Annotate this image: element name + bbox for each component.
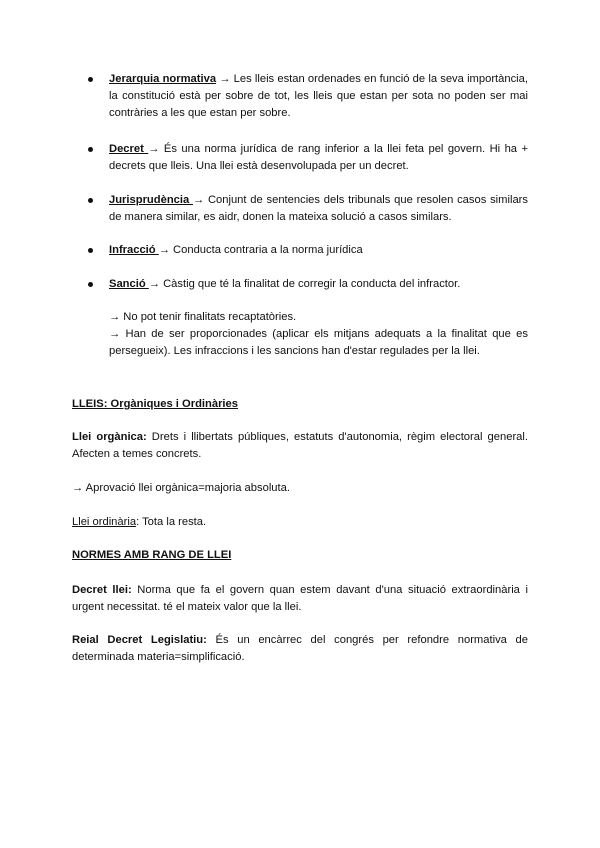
paragraph-decret-llei [72,582,528,616]
paragraph-llei-organica [72,429,528,463]
section-heading-lleis: LLEIS: Orgàniques i Ordinàries [72,398,238,410]
arrow-glyph: → [148,143,164,155]
definition-text: Conjunt de sentencies dels tribunals que resolen casos similars de manera similar, es aidr, donen la mateixa solució a casos similars. [109,194,528,223]
definition-text: : Tota la resta. [136,516,207,528]
list-item-text [109,141,528,175]
list-item-text [109,276,528,293]
definition-text: És una norma jurídica de rang inferior a la llei feta pel govern. Hi ha + decrets que lleis. Una llei està desenvolupada per un decret. [109,143,528,172]
list-item-text [109,242,528,259]
term-label: Decret [109,143,149,155]
paragraph-llei-ordinaria [72,514,528,531]
term-label: Sanció [109,278,149,290]
list-item-sancio [88,276,528,293]
arrow-glyph: → [192,194,208,206]
bullet-icon [88,147,93,152]
bullet-icon [88,282,93,287]
bullet-icon [88,198,93,203]
paragraph-aprovacio: → Aprovació llei orgànica=majoria absoluta. [72,482,290,494]
arrow-glyph: → [216,73,234,85]
list-item-jerarquia [88,71,528,122]
term-label: Decret llei: [72,584,132,596]
sanction-note: → Han de ser proporcionades (aplicar els mitjans adequats a la finalitat que es persegueix). Les infraccions i les sancions han d'estar regulades per la llei. [109,328,528,357]
definition-text: Drets i llibertats públiques, estatuts d'autonomia, règim electoral general. Afecten a temes concrets. [72,431,528,460]
section-heading-normes: NORMES AMB RANG DE LLEI [72,549,232,561]
term-label: Llei ordinària [72,516,137,528]
bullet-icon [88,77,93,82]
list-item-jurisprudencia [88,192,528,226]
term-label: Infracció [109,244,159,256]
sanction-note: → No pot tenir finalitats recaptatòries. [109,311,297,323]
bullet-icon [88,248,93,253]
list-item-decret [88,141,528,175]
definition-text: És un encàrrec del congrés per refondre normativa de determinada materia=simplificació. [72,634,528,663]
definition-text: Norma que fa el govern quan estem davant d'una situació extraordinària i urgent necessitat. té el mateix valor que la llei. [72,584,528,613]
list-item-infraccio [88,242,528,259]
definition-text: Càstig que té la finalitat de corregir la conducta del infractor. [163,278,461,290]
term-label: Jurisprudència [109,194,193,206]
arrow-glyph: → [158,244,174,256]
definition-text: Les lleis estan ordenades en funció de la seva importància, la constitució està per sobre de tot, les lleis que estan per sota no poden ser mai contràries a les que estan per sobre. [109,73,529,119]
term-label: Jerarquia normativa [109,73,217,85]
arrow-glyph: → [148,278,164,290]
term-label: Reial Decret Legislatiu: [72,634,207,646]
term-label: Llei orgànica: [72,431,147,443]
paragraph-reial-decret [72,632,528,666]
list-item-text [109,192,528,226]
list-item-text [109,71,528,122]
definition-text: Conducta contraria a la norma jurídica [173,244,363,256]
